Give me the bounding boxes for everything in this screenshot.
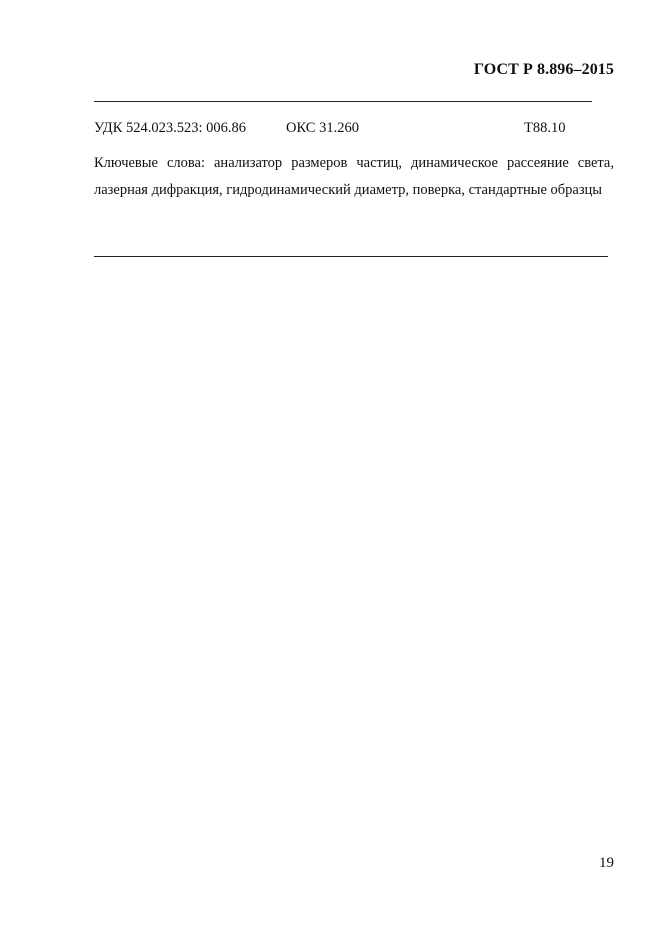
udc-code: УДК 524.023.523: 006.86 [94,120,247,136]
bottom-divider [94,256,608,257]
page-number: 19 [599,855,614,871]
t-code: T88.10 [524,120,566,136]
top-divider [94,101,592,102]
document-standard-code: ГОСТ Р 8.896–2015 [473,61,614,78]
oks-code: ОКС 31.260 [286,120,359,136]
classification-row [94,120,614,140]
keywords-paragraph: Ключевые слова: анализатор размеров частиц, динамическое рассеяние света, лазерная дифракция, гидродинамический диаметр, поверка, стандартные образцы [94,155,614,198]
